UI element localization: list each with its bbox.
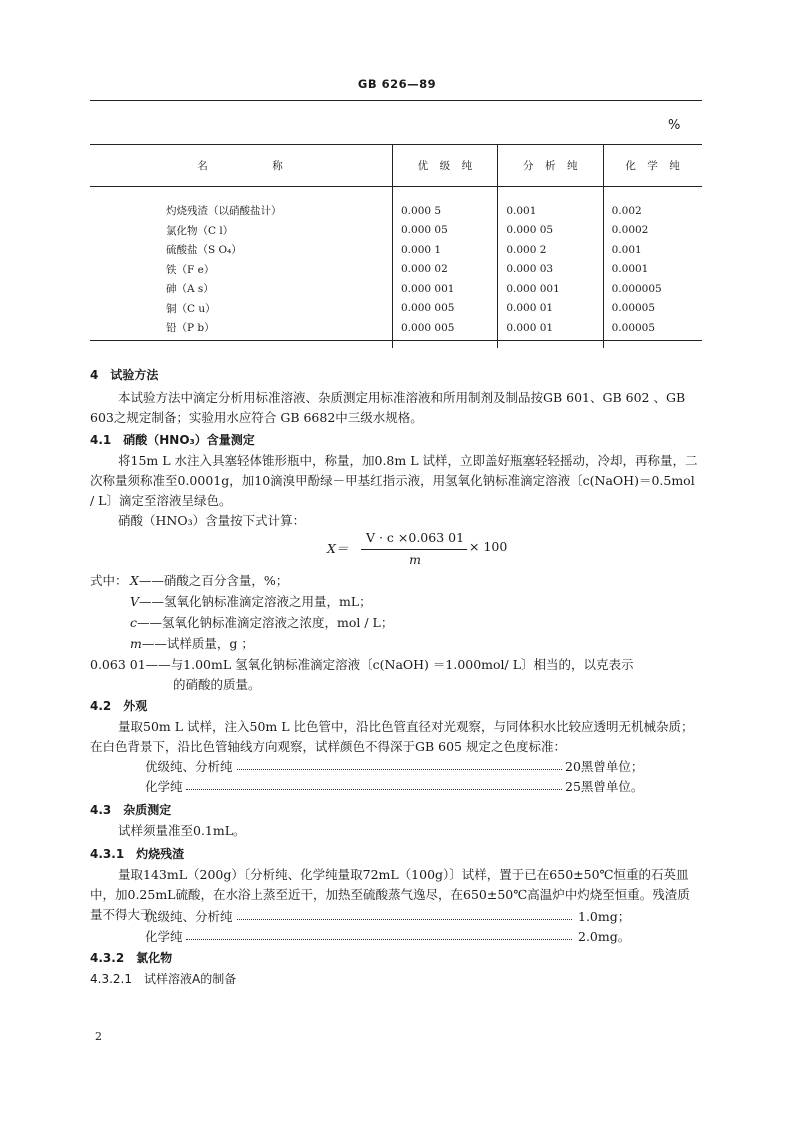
table-row: [90, 279, 702, 299]
section-4-3-heading: 4.3 杂质测定: [90, 803, 172, 817]
residue-limit-value: 1.0mg；: [578, 909, 631, 924]
table-row: [90, 318, 702, 348]
header-rule: [90, 100, 702, 101]
definition-symbol: c: [130, 615, 138, 630]
row-value: 0.000 01: [498, 299, 603, 319]
section-4-2-paragraph: 量取50m L 试样，注入50m L 比色管中，沿比色管直径对光观察，与同体积水比较应透明无机械杂质；在白色背景下，沿比色管轴线方向观察，试样颜色不得深于GB 605 规定之色度标准：: [90, 719, 694, 754]
row-value: 0.000 03: [498, 260, 603, 280]
row-value: 0.001: [498, 187, 603, 221]
table-bottom-rule: [90, 340, 702, 341]
column-header-analytical: 分 析 纯: [498, 144, 603, 187]
standard-header: GB 626—89: [357, 77, 437, 91]
section-4-paragraph: 本试验方法中滴定分析用标准溶液、杂质测定用标准溶液和所用制剂及制品按GB 601、GB 602 、GB 603之规定制备；实验用水应符合 GB 6682中三级水规格。: [90, 390, 686, 425]
constant-text: ——与1.00mL 氢氧化钠标准滴定溶液〔c(NaOH) ＝1.000mol/ L〕相当的，以克表示: [145, 657, 634, 672]
section-4-3-paragraph: 试样须量准至0.1mL。: [118, 823, 246, 838]
row-name: 铁（F e）: [166, 263, 215, 276]
formula-lhs: X＝: [327, 541, 349, 556]
residue-limit-value: 2.0mg。: [578, 929, 631, 944]
row-value: 0.000 001: [393, 279, 498, 299]
row-value: 0.000 005: [393, 299, 498, 319]
row-name: 砷（A s）: [166, 283, 214, 296]
definition-symbol: V: [130, 594, 140, 609]
definition-symbol: X: [130, 573, 139, 588]
section-4-1-paragraph: 将15m L 水注入具塞轻体锥形瓶中，称量，加0.8m L 试样，立即盖好瓶塞轻轻摇动，冷却，再称量，二次称量须称准至0.0001g，加10滴溴甲酚绿－甲基红指示液，用氢氧化钠标准滴定溶液〔c(NaOH)＝0.5mol / L〕滴定至溶液呈绿色。: [90, 453, 698, 508]
row-value: 0.00005: [603, 318, 702, 348]
color-limit-value: 25黑曾单位。: [565, 779, 644, 794]
row-value: 0.000 05: [393, 221, 498, 241]
row-value: 0.000 005: [393, 318, 498, 348]
definition-item: [130, 592, 372, 610]
row-value: 0.00005: [603, 299, 702, 319]
definition-item: [130, 613, 393, 631]
definition-text: ——试样质量，g ；: [141, 636, 254, 651]
residue-limit-label: 优级纯、分析纯: [145, 909, 233, 924]
row-value: 0.002: [603, 187, 702, 221]
row-value: 0.000 5: [393, 187, 498, 221]
dot-leader: [237, 769, 562, 770]
section-4-3-2-heading: 4.3.2 氯化物: [90, 951, 173, 965]
table-header-row: [90, 144, 702, 187]
row-value: 0.000 2: [498, 240, 603, 260]
definition-item: [130, 634, 254, 652]
table-row: [90, 221, 702, 241]
definition-text: ——氢氧化钠标准滴定溶液之用量，mL；: [139, 594, 372, 609]
section-4-heading: 4 试验方法: [90, 368, 159, 382]
dot-leader: [186, 789, 562, 790]
row-value: 0.0002: [603, 221, 702, 241]
definition-item: [130, 571, 288, 589]
column-header-premium: 优 级 纯: [393, 144, 498, 187]
row-value: 0.000 05: [498, 221, 603, 241]
fraction-bar: [361, 549, 467, 550]
table-row: [90, 260, 702, 280]
page-number: 2: [95, 1030, 102, 1043]
definition-symbol: m: [130, 636, 142, 651]
row-value: 0.000 1: [393, 240, 498, 260]
color-limit-label: 化学纯: [145, 779, 183, 794]
dot-leader: [186, 939, 572, 940]
formula-tail: × 100: [469, 539, 508, 554]
constant-text-cont: 的硝酸的质量。: [173, 677, 261, 692]
section-4-1-heading: 4.1 硝酸（HNO₃）含量测定: [90, 433, 255, 447]
row-name: 硫酸盐（S O₄）: [166, 244, 242, 257]
nitric-acid-formula: [327, 530, 527, 570]
residue-limit-label: 化学纯: [145, 929, 183, 944]
section-4-3-2-1-heading: 4.3.2.1 试样溶液A的制备: [90, 972, 237, 986]
row-value: 0.000 01: [498, 318, 603, 348]
section-4-3-1-heading: 4.3.1 灼烧残渣: [90, 847, 185, 861]
definition-text: ——氢氧化钠标准滴定溶液之浓度，mol / L；: [137, 615, 394, 630]
section-4-2-heading: 4.2 外观: [90, 699, 148, 713]
row-name: 灼烧残渣（以硝酸盐计）: [166, 205, 282, 218]
row-value: 0.000 001: [498, 279, 603, 299]
color-limit-label: 优级纯、分析纯: [145, 759, 233, 774]
constant-symbol: 0.063 01: [90, 657, 146, 672]
row-value: 0.0001: [603, 260, 702, 280]
row-name: 铅（P b）: [166, 322, 215, 335]
unit-label: %: [668, 118, 681, 133]
section-4-1-formula-intro: 硝酸（HNO₃）含量按下式计算：: [118, 513, 306, 528]
table-row: [90, 240, 702, 260]
column-header-name: 名 称: [90, 144, 393, 187]
row-value: 0.000005: [603, 279, 702, 299]
row-value: 0.000 02: [393, 260, 498, 280]
column-header-chemical: 化 学 纯: [603, 144, 702, 187]
formula-denominator: m: [409, 552, 421, 567]
specification-table: [90, 144, 702, 348]
row-name: 氯化物（C l）: [166, 224, 234, 237]
definition-constant: [90, 655, 634, 673]
row-name: 铜（C u）: [166, 302, 216, 315]
table-row: [90, 299, 702, 319]
table-row: [90, 187, 702, 221]
row-value: 0.001: [603, 240, 702, 260]
formula-numerator: V · c ×0.063 01: [365, 530, 465, 545]
section-4-3-1-paragraph: 量取143mL（200g）〔分析纯、化学纯量取72mL（100g）〕试样，置于已在650±50℃恒重的石英皿中，加0.25mL硫酸，在水浴上蒸至近干，加热至硫酸蒸气逸尽，在650±50℃高温炉中灼烧至恒重。残渣质量不得大于：: [90, 867, 690, 922]
definition-text: ——硝酸之百分含量，%；: [138, 573, 289, 588]
dot-leader: [237, 919, 572, 920]
color-limit-value: 20黑曾单位；: [565, 759, 644, 774]
definitions-intro: 式中：: [90, 573, 128, 588]
